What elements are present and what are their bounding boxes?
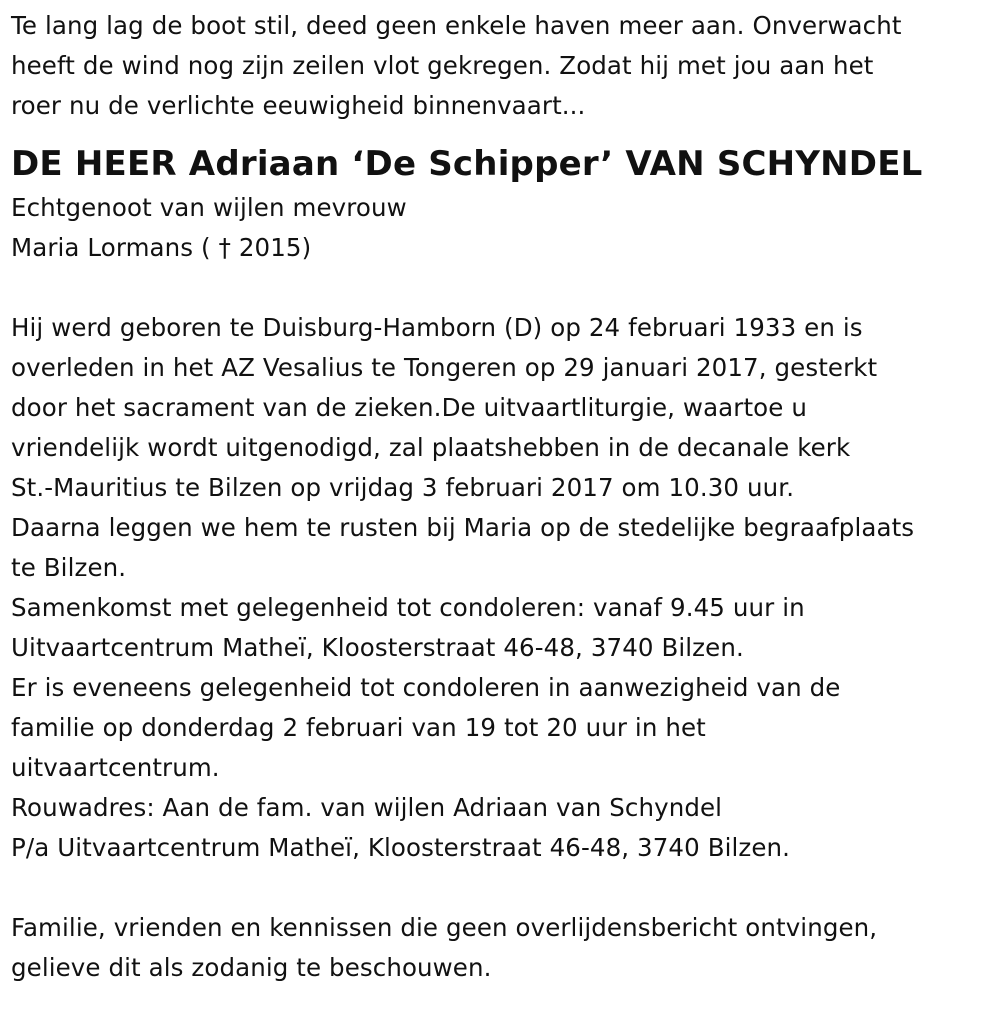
spouse-line: Maria Lormans ( † 2015) xyxy=(11,233,312,262)
details-line: vriendelijk wordt uitgenodigd, zal plaatshebben in de decanale kerk xyxy=(11,433,851,462)
closing-line: gelieve dit als zodanig te beschouwen. xyxy=(11,953,492,982)
deceased-name-title: DE HEER Adriaan ‘De Schipper’ VAN SCHYNDEL xyxy=(11,144,923,184)
details-line: Uitvaartcentrum Matheï, Kloosterstraat 46-48, 3740 Bilzen. xyxy=(11,633,744,662)
details-line: door het sacrament van de zieken.De uitvaartliturgie, waartoe u xyxy=(11,393,807,422)
obituary-document xyxy=(11,6,991,988)
spacer xyxy=(11,268,991,308)
details-line: uitvaartcentrum. xyxy=(11,753,220,782)
closing-line: Familie, vrienden en kennissen die geen overlijdensbericht ontvingen, xyxy=(11,913,878,942)
details-line: Samenkomst met gelegenheid tot condoleren: vanaf 9.45 uur in xyxy=(11,593,805,622)
details-line: te Bilzen. xyxy=(11,553,127,582)
spouse-block xyxy=(11,188,991,268)
poem-line: Te lang lag de boot stil, deed geen enkele haven meer aan. Onverwacht xyxy=(11,11,902,40)
details-line: Rouwadres: Aan de fam. van wijlen Adriaan van Schyndel xyxy=(11,793,723,822)
poem-line: heeft de wind nog zijn zeilen vlot gekregen. Zodat hij met jou aan het xyxy=(11,51,874,80)
poem-block xyxy=(11,6,991,126)
details-line: familie op donderdag 2 februari van 19 tot 20 uur in het xyxy=(11,713,706,742)
details-line: Er is eveneens gelegenheid tot condoleren in aanwezigheid van de xyxy=(11,673,841,702)
details-line: P/a Uitvaartcentrum Matheï, Kloosterstraat 46-48, 3740 Bilzen. xyxy=(11,833,791,862)
details-line: St.-Mauritius te Bilzen op vrijdag 3 februari 2017 om 10.30 uur. xyxy=(11,473,795,502)
details-line: Hij werd geboren te Duisburg-Hamborn (D) op 24 februari 1933 en is xyxy=(11,313,863,342)
closing-block xyxy=(11,908,991,988)
details-line: Daarna leggen we hem te rusten bij Maria op de stedelijke begraafplaats xyxy=(11,513,915,542)
spacer xyxy=(11,868,991,908)
details-block xyxy=(11,308,991,868)
details-line: overleden in het AZ Vesalius te Tongeren op 29 januari 2017, gesterkt xyxy=(11,353,878,382)
spouse-line: Echtgenoot van wijlen mevrouw xyxy=(11,193,407,222)
poem-line: roer nu de verlichte eeuwigheid binnenvaart... xyxy=(11,91,586,120)
